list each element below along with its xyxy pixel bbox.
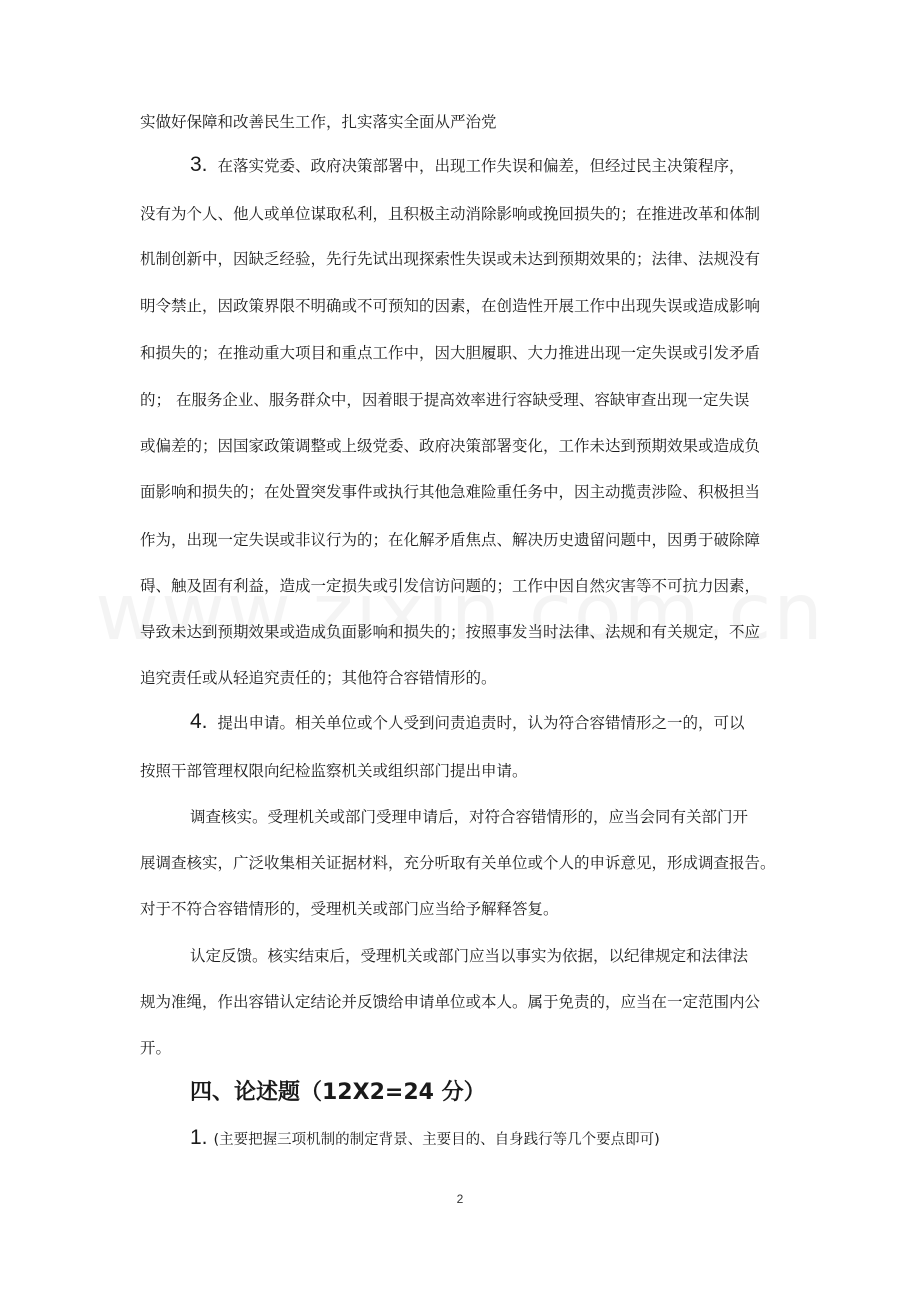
item3-line-5: 和损失的；在推动重大项目和重点工作中，因大胆履职、大力推进出现一定失误或引发矛盾: [140, 344, 761, 362]
section-heading: 四、论述题（12X2=24 分）: [190, 1080, 486, 1105]
item3-line-2: 没有为个人、他人或单位谋取私利，且积极主动消除影响或挽回损失的；在推进改革和体制: [140, 205, 761, 223]
continuation-line: 实做好保障和改善民生工作，扎实落实全面从严治党: [140, 113, 497, 131]
item3-line-12: 追究责任或从轻追究责任的；其他符合容错情形的。: [140, 669, 497, 687]
item3-line-7: 或偏差的；因国家政策调整或上级党委、政府决策部署变化，工作未达到预期效果或造成负: [140, 437, 761, 455]
investigate-line-1: 调查核实。受理机关或部门受理申请后，对符合容错情形的，应当会同有关部门开: [190, 808, 749, 826]
item3-line-4: 明令禁止，因政策界限不明确或不可预知的因素，在创造性开展工作中出现失误或造成影响: [140, 297, 761, 315]
page-number: 2: [456, 1192, 464, 1206]
item3-line-6: 的； 在服务企业、服务群众中，因着眼于提高效率进行容缺受理、容缺审查出现一定失误: [140, 391, 750, 409]
confirm-line-1: 认定反馈。核实结束后，受理机关或部门应当以事实为依据，以纪律规定和法律法: [190, 947, 749, 965]
question-1-number: 1.: [190, 1126, 208, 1149]
investigate-line-2: 展调查核实，广泛收集相关证据材料，充分听取有关单位或个人的申诉意见，形成调查报告。: [140, 854, 776, 872]
question-1: [190, 1127, 790, 1151]
item3-line-11: 导致未达到预期效果或造成负面影响和损失的；按照事发当时法律、法规和有关规定，不应: [140, 623, 761, 641]
question-1-text: (主要把握三项机制的制定背景、主要目的、自身践行等几个要点即可): [213, 1132, 660, 1148]
item3-line-8: 面影响和损失的；在处置突发事件或执行其他急难险重任务中，因主动揽责涉险、积极担当: [140, 483, 761, 501]
item4-number: 4.: [190, 710, 208, 733]
item3-line-3: 机制创新中，因缺乏经验，先行先试出现探索性失误或未达到预期效果的；法律、法规没有: [140, 250, 761, 268]
item4-line-1: 4. 提出申请。相关单位或个人受到问责追责时，认为符合容错情形之一的，可以: [190, 710, 745, 733]
item3-line-10: 碍、触及固有利益，造成一定损失或引发信访问题的；工作中因自然灾害等不可抗力因素，: [140, 577, 761, 595]
item3-number: 3.: [190, 153, 208, 176]
confirm-line-2: 规为准绳，作出容错认定结论并反馈给申请单位或本人。属于免责的，应当在一定范围内公: [140, 993, 761, 1011]
confirm-line-3: 开。: [140, 1039, 172, 1057]
item3-line-1: 3. 在落实党委、政府决策部署中，出现工作失误和偏差，但经过民主决策程序，: [190, 153, 745, 176]
item4-line-2: 按照干部管理权限向纪检监察机关或组织部门提出申请。: [140, 762, 528, 780]
item3-line-9: 作为，出现一定失误或非议行为的；在化解矛盾焦点、解决历史遗留问题中，因勇于破除障: [140, 531, 761, 549]
investigate-line-3: 对于不符合容错情形的，受理机关或部门应当给予解释答复。: [140, 900, 559, 918]
